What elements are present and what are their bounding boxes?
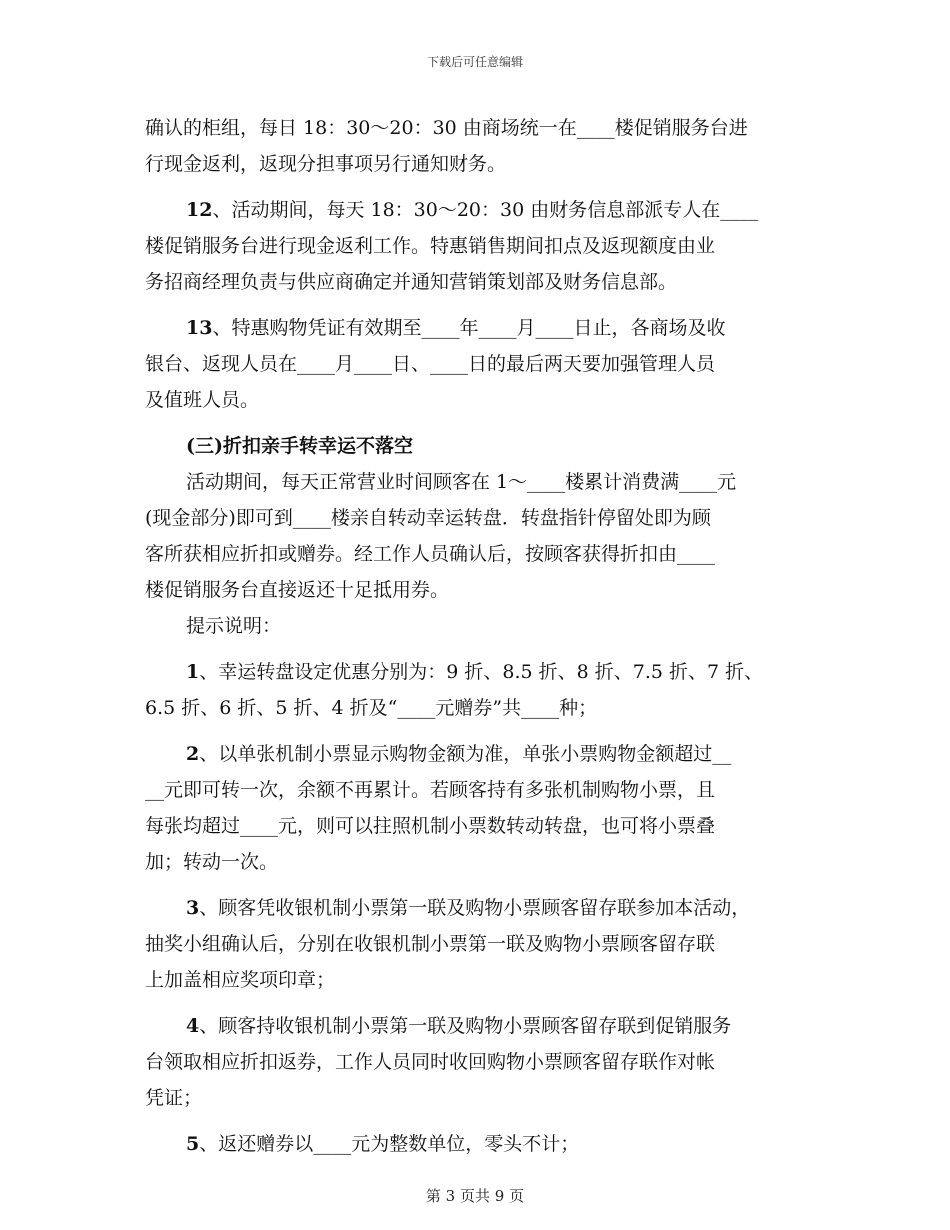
text-line (145, 926, 805, 962)
text-line (145, 572, 805, 608)
text-line (145, 1126, 805, 1162)
item-number: 2 (186, 743, 200, 765)
text-line (145, 110, 805, 146)
text-line (145, 382, 805, 418)
text-line (145, 1080, 805, 1116)
item-number: 5 (186, 1133, 200, 1155)
line-text: 楼促销服务台进行现金返利工作。特惠销售期间扣点及返现额度由业 (145, 235, 716, 257)
line-text: 及值班人员。 (145, 389, 260, 411)
text-line (145, 890, 805, 926)
text-line (145, 346, 805, 382)
line-text: 加；转动一次。 (145, 851, 279, 873)
text-line (145, 310, 805, 346)
line-text: 提示说明： (186, 615, 282, 637)
item-number: 3 (186, 897, 200, 919)
text-line (145, 428, 805, 464)
text-line (145, 736, 805, 772)
line-text: 客所获相应折扣或赠券。经工作人员确认后，按顾客获得折扣由____ (145, 543, 716, 565)
line-text: (三)折扣亲手转幸运不落空 (186, 435, 413, 457)
line-text: 、返还赠券以____元为整数单位，零头不计； (199, 1133, 580, 1155)
line-text: 、顾客持收银机制小票第一联及购物小票顾客留存联到促销服务 (199, 1015, 732, 1037)
line-text: (现金部分)即可到____楼亲自转动幸运转盘．转盘指针停留处即为顾 (145, 507, 711, 529)
line-text: 、以单张机制小票显示购物金额为准，单张小票购物金额超过__ (199, 743, 732, 765)
line-text: 、特惠购物凭证有效期至____年____月____日止，各商场及收 (212, 317, 726, 339)
line-text: 每张均超过____元，则可以拄照机制小票数转动转盘，也可将小票叠 (145, 815, 716, 837)
text-line (145, 264, 805, 300)
text-line (145, 500, 805, 536)
text-line (145, 690, 805, 726)
line-text: 、顾客凭收银机制小票第一联及购物小票顾客留存联参加本活动， (199, 897, 751, 919)
text-line (145, 192, 805, 228)
text-line (145, 808, 805, 844)
line-text: 、幸运转盘设定优惠分别为：9 折、8.5 折、8 折、7.5 折、7 折、 (199, 661, 764, 683)
line-text: 楼促销服务台直接返还十足抵用券。 (145, 579, 450, 601)
line-text: 上加盖相应奖项印章； (145, 969, 336, 991)
item-number: 1 (186, 661, 200, 683)
text-line (145, 844, 805, 880)
line-text: 行现金返利，返现分担事项另行通知财务。 (145, 153, 507, 175)
item-number: 12 (186, 199, 213, 221)
line-text: 6.5 折、6 折、5 折、4 折及“____元赠券”共____种； (145, 697, 598, 719)
item-number: 4 (186, 1015, 200, 1037)
text-line (145, 464, 805, 500)
text-line (145, 146, 805, 182)
text-line (145, 1008, 805, 1044)
text-line (145, 536, 805, 572)
text-line (145, 1044, 805, 1080)
text-line (145, 228, 805, 264)
text-line (145, 654, 805, 690)
line-text: 台领取相应折扣返券，工作人员同时收回购物小票顾客留存联作对帐 (145, 1051, 716, 1073)
text-line (145, 772, 805, 808)
text-line (145, 608, 805, 644)
line-text: 银台、返现人员在____月____日、____日的最后两天要加强管理人员 (145, 353, 716, 375)
line-text: __元即可转一次，余额不再累计。若顾客持有多张机制购物小票，且 (145, 779, 716, 801)
line-text: 凭证； (145, 1087, 203, 1109)
document-body (145, 110, 805, 1162)
line-text: 确认的柜组，每日 18：30～20：30 由商场统一在____楼促销服务台进 (145, 117, 748, 139)
line-text: 活动期间，每天正常营业时间顾客在 1～____楼累计消费满____元 (186, 471, 737, 493)
page-header: 下载后可任意编辑 (426, 55, 523, 69)
item-number: 13 (186, 317, 213, 339)
page-number: 第 3 页共 9 页 (425, 1187, 525, 1205)
line-text: 、活动期间，每天 18：30～20：30 由财务信息部派专人在____ (212, 199, 759, 221)
text-line (145, 962, 805, 998)
line-text: 抽奖小组确认后，分别在收银机制小票第一联及购物小票顾客留存联 (145, 933, 716, 955)
line-text: 务招商经理负责与供应商确定并通知营销策划部及财务信息部。 (145, 271, 678, 293)
